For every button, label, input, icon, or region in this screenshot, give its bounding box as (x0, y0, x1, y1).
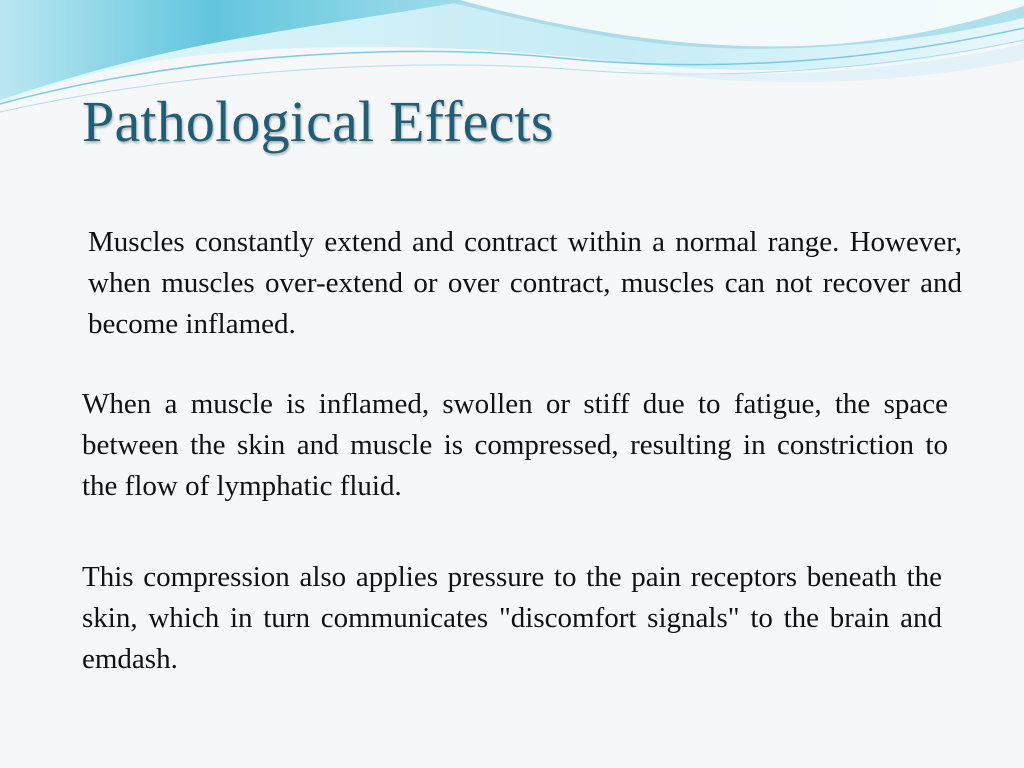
paragraph-muscle-range: Muscles constantly extend and contract within a normal range. However, when muscles over-extend or over contract, muscles can not recover and become inflamed. (88, 226, 962, 340)
paragraph-pain-receptors: This compression also applies pressure to the pain receptors beneath the skin, which in turn communicates "discomfort signals" to the brain and emdash. (82, 561, 942, 675)
slide-title: Pathological Effects (82, 89, 554, 154)
paragraph-inflamed-muscle: When a muscle is inflamed, swollen or stiff due to fatigue, the space between the skin and muscle is compressed, resulting in constriction to the flow of lymphatic fluid. (82, 388, 948, 502)
